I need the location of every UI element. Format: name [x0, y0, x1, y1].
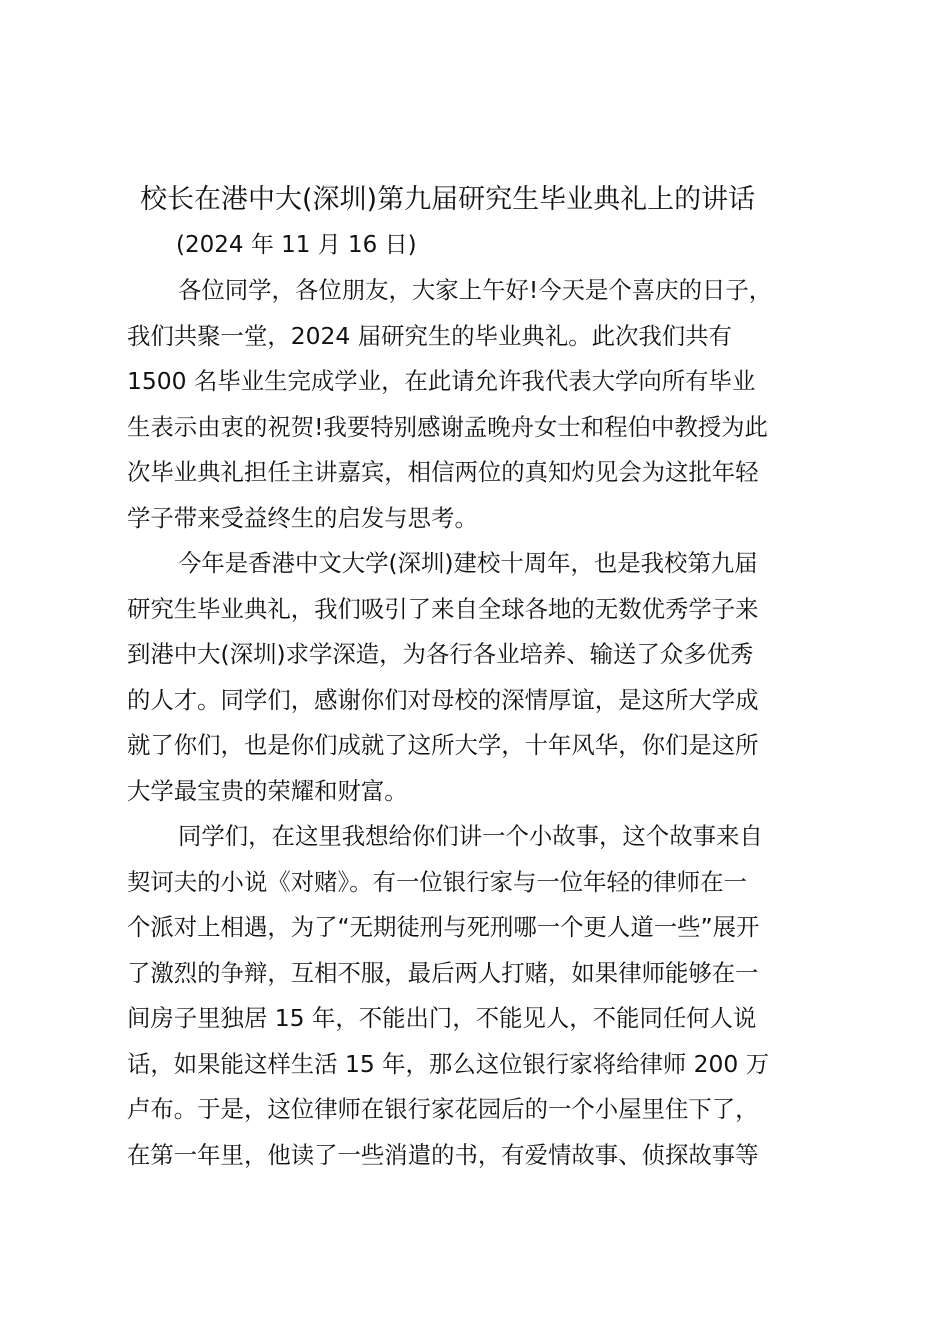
paragraph	[127, 268, 829, 541]
paragraph	[127, 814, 829, 1178]
text-line: 间房子里独居 15 年，不能出门，不能见人，不能同任何人说	[127, 1004, 757, 1032]
text-line: 大学最宝贵的荣耀和财富。	[127, 776, 408, 805]
text-line: 到港中大(深圳)求学深造，为各行各业培养、输送了众多优秀	[127, 640, 754, 668]
text-line: 卢布。于是，这位律师在银行家花园后的一个小屋里住下了，	[127, 1095, 759, 1123]
text-line: 同学们，在这里我想给你们讲一个小故事，这个故事来自	[178, 822, 763, 850]
text-line: 就了你们，也是你们成就了这所大学，十年风华，你们是这所	[127, 731, 759, 759]
text-line: 个派对上相遇，为了“无期徒刑与死刑哪一个更人道一些”展开	[127, 913, 760, 941]
text-line: 学子带来受益终生的启发与思考。	[127, 503, 478, 532]
text-line: 的人才。同学们，感谢你们对母校的深情厚谊，是这所大学成	[127, 685, 759, 714]
text-line: 契诃夫的小说《对赌》。有一位银行家与一位年轻的律师在一	[127, 867, 747, 896]
document-body	[127, 268, 829, 1178]
text-line: 生表示由衷的祝贺!我要特别感谢孟晚舟女士和程伯中教授为此	[127, 412, 768, 441]
text-line: 话，如果能这样生活 15 年，那么这位银行家将给律师 200 万	[127, 1049, 770, 1078]
text-line: 次毕业典礼担任主讲嘉宾，相信两位的真知灼见会为这批年轻	[127, 458, 759, 486]
text-line: 1500 名毕业生完成学业，在此请允许我代表大学向所有毕业	[127, 367, 756, 395]
document-date: (2024 年 11 月 16 日)	[176, 232, 417, 258]
text-line: 了激烈的争辩，互相不服，最后两人打赌，如果律师能够在一	[127, 958, 759, 987]
text-line: 我们共聚一堂，2024 届研究生的毕业典礼。此次我们共有	[127, 321, 732, 350]
text-line: 在第一年里，他读了一些消遣的书，有爱情故事、侦探故事等	[127, 1140, 759, 1169]
text-line: 各位同学，各位朋友，大家上午好!今天是个喜庆的日子，	[178, 276, 773, 304]
text-line: 今年是香港中文大学(深圳)建校十周年，也是我校第九届	[178, 549, 758, 577]
paragraph	[127, 541, 829, 814]
text-line: 研究生毕业典礼，我们吸引了来自全球各地的无数优秀学子来	[127, 594, 759, 623]
document-title: 校长在港中大(深圳)第九届研究生毕业典礼上的讲话	[140, 184, 756, 215]
